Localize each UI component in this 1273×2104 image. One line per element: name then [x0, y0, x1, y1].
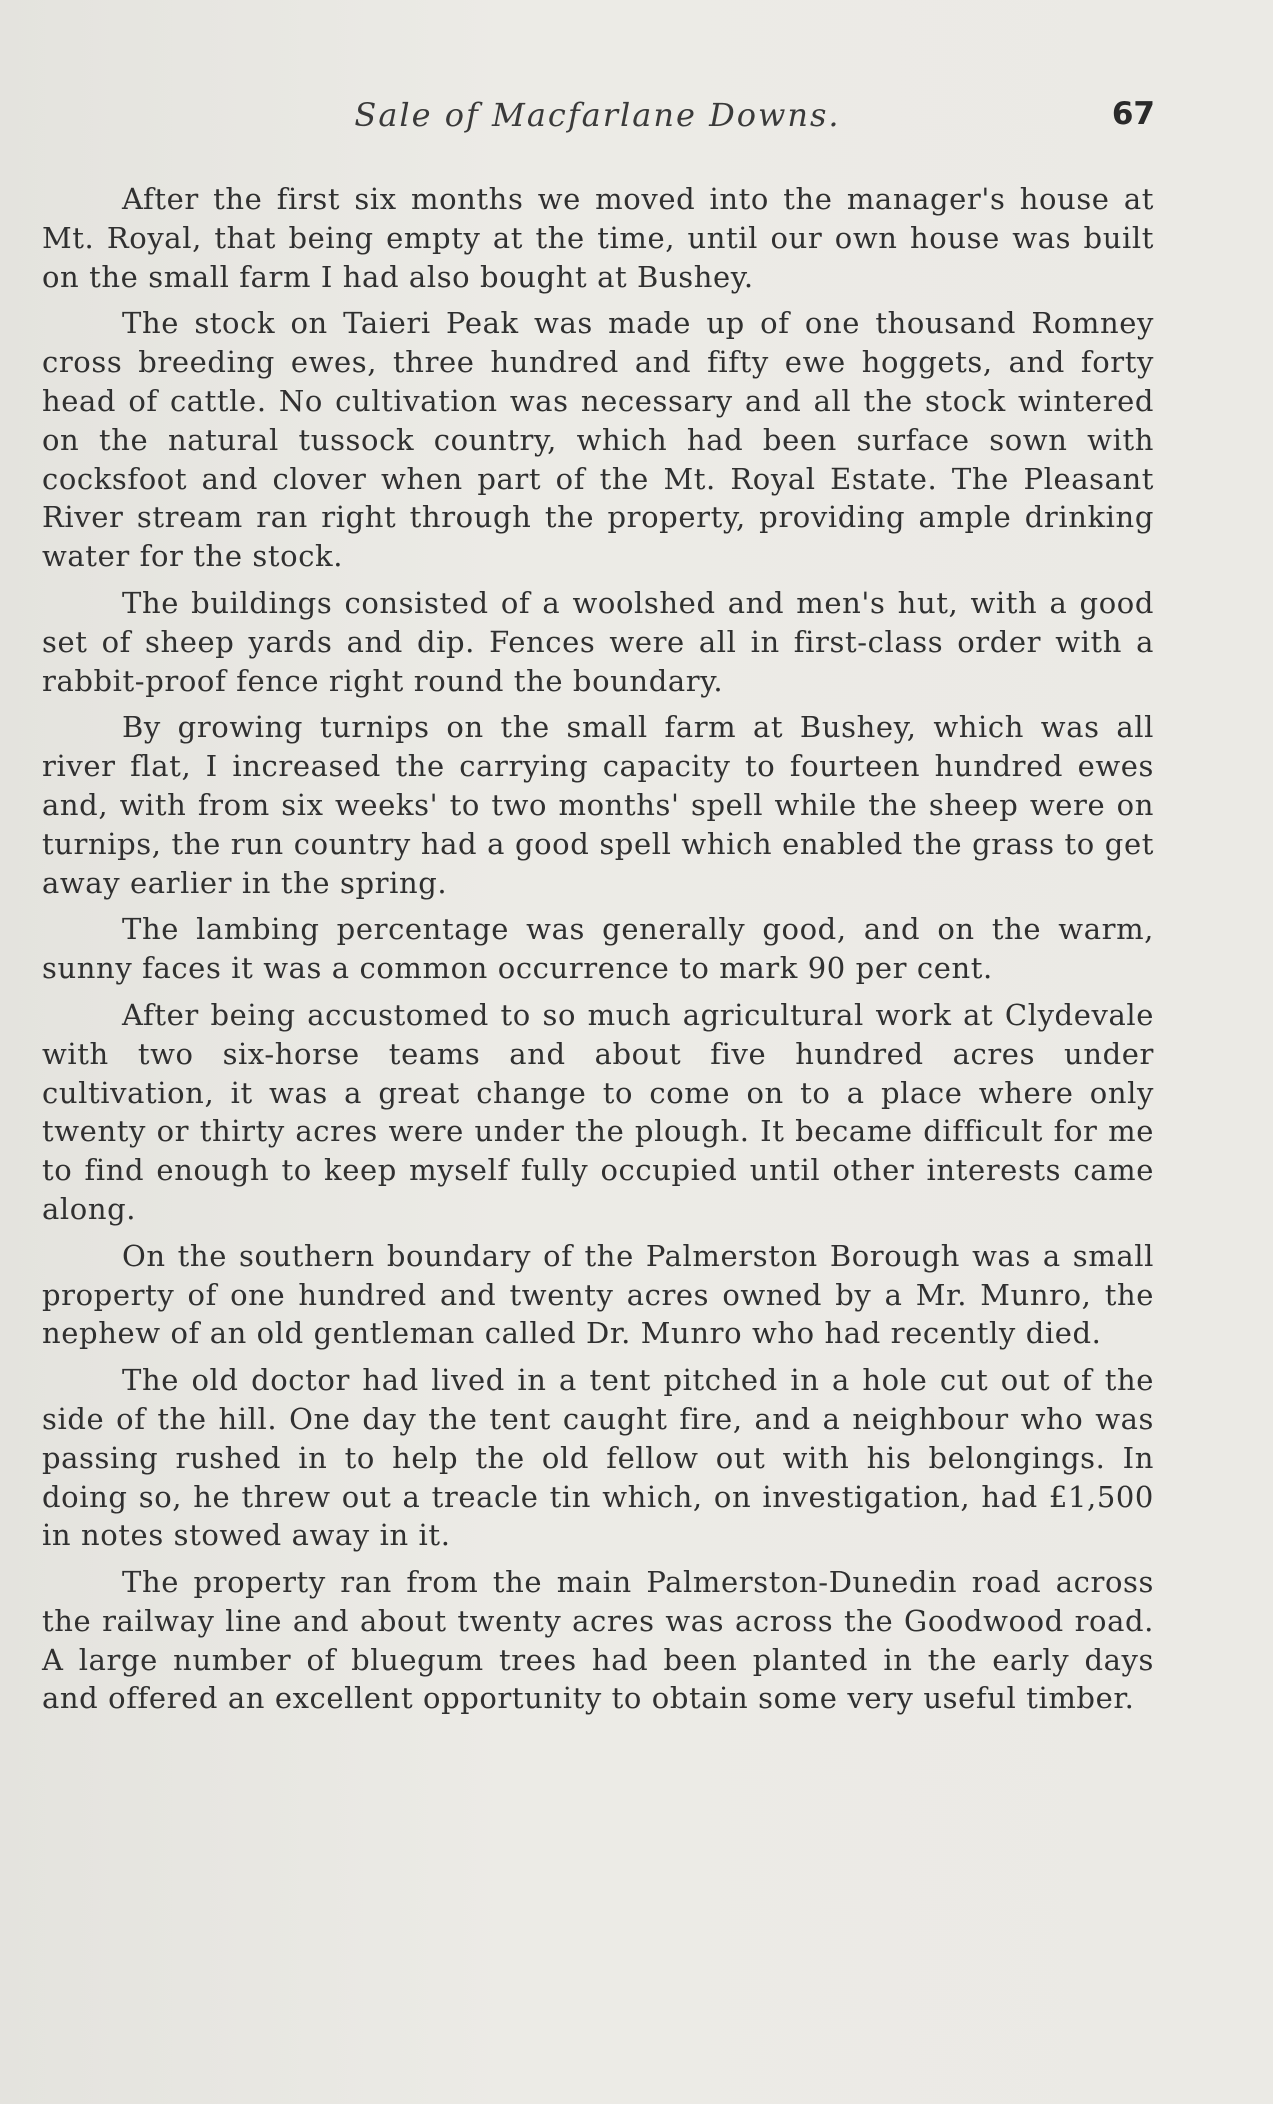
paragraph-6: After being accustomed to so much agricultural work at Clydevale with two six-horse teams and about five hundred acres under cultivation, it was a great change to come on to a place where only twenty or thirty acres were under the plough. It became difficult for me to find enough to keep myself fully occupied until other interests came along.: [42, 997, 1154, 1226]
paragraph-5: The lambing percentage was generally good, and on the warm, sunny faces it was a common occurrence to mark 90 per cent.: [42, 912, 1154, 986]
paragraph-3: The buildings consisted of a woolshed and men's hut, with a good set of sheep yards and dip. Fences were all in first-class order with a rabbit-proof fence right round the boundary.: [42, 585, 1154, 698]
paragraph-8: The old doctor had lived in a tent pitched in a hole cut out of the side of the hill. One day the tent caught fire, and a neighbour who was passing rushed in to help the old fellow out with his belongings. In doing so, he threw out a treacle tin which, on investigation, had £1,500 in notes stowed away in it.: [42, 1363, 1154, 1553]
paragraph-2: The stock on Taieri Peak was made up of one thousand Romney cross breeding ewes, three hundred and fifty ewe hoggets, and forty head of cattle. No cultivation was necessary and all the stock wintered on the natural tussock country, which had been surface sown with cocksfoot and clover when part of the Mt. Royal Estate. The Pleasant River stream ran right through the property, providing ample drinking water for the stock.: [42, 306, 1154, 574]
paragraph-7: On the southern boundary of the Palmerston Borough was a small property of one hundred and twenty acres owned by a Mr. Munro, the nephew of an old gentleman called Dr. Munro who had recently died.: [42, 1238, 1154, 1351]
paragraph-9: The property ran from the main Palmerston-Dunedin road across the railway line and about twenty acres was across the Goodwood road. A large number of bluegum trees had been planted in the early days and offered an excellent opportunity to obtain some very useful timber.: [42, 1565, 1154, 1716]
running-title: Sale of Macfarlane Downs.: [354, 96, 841, 134]
page-header: [40, 96, 1155, 146]
page-number: 67: [1111, 96, 1155, 132]
paragraph-1: After the first six months we moved into the manager's house at Mt. Royal, that being empty at the time, until our own house was built on the small farm I had also bought at Bushey.: [42, 182, 1154, 294]
body-text: [42, 180, 1154, 1726]
paragraph-4: By growing turnips on the small farm at Bushey, which was all river flat, I increased the carrying capacity to fourteen hundred ewes and, with from six weeks' to two months' spell while the sheep were on turnips, the run country had a good spell which enabled the grass to get away earlier in the spring.: [42, 710, 1154, 900]
